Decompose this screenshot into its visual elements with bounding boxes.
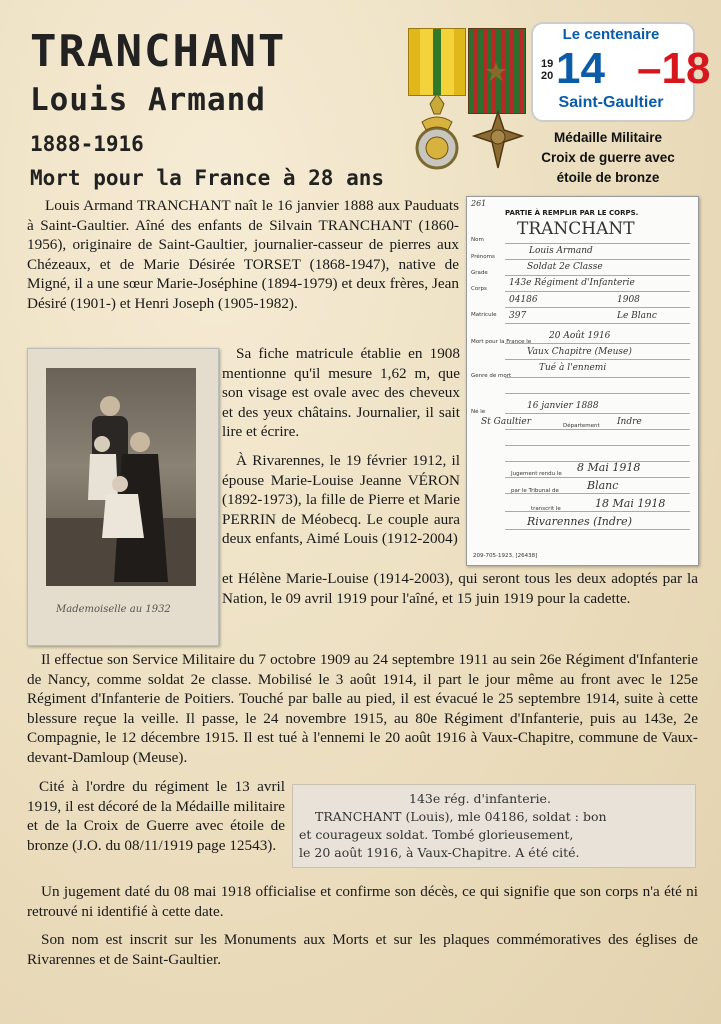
record-header: PARTIE À REMPLIR PAR LE CORPS. bbox=[505, 209, 639, 217]
medals-caption: Médaille Militaire Croix de guerre avec étoile de bronze bbox=[541, 130, 675, 185]
record-number: 261 bbox=[471, 199, 487, 208]
paragraph-marriage: À Rivarennes, le 19 février 1912, il épouse Marie-Louise Jeanne VÉRON (1892-1973), la fille de Pierre et Marie PERRIN de Méobecq. Le couple aura deux enfants, Aimé Louis (1912-2004) bbox=[222, 452, 460, 548]
military-record-card: 261 PARTIE À REMPLIR PAR LE CORPS. Nom TRANCHANT Prénoms Louis Armand Grade Soldat 2e Classe Corps 143e Régiment d'Infanterie Matricule 04186 1908 397 Le Blanc Mort pour la France le 20 Août 1916 Vaux Chapitre (Meuse) Genre de mort Tué à l'ennemi Né le 16 janvier 1888 St Gaultier Département Indre Jugement rendu le 8 Mai 1918 par le Tribunal de Blanc transcrit le 18 Mai 1918 Rivarennes (Indre) 209-705-1923. [26438] bbox=[466, 196, 699, 566]
page-title: TRANCHANT bbox=[30, 26, 287, 77]
death-note: Mort pour la France à 28 ans bbox=[30, 166, 385, 190]
croix-de-guerre-icon bbox=[470, 110, 526, 170]
logo-title: Le centenaire bbox=[562, 26, 660, 43]
logo-number-18: –18 bbox=[637, 44, 711, 93]
medaille-militaire-icon bbox=[414, 92, 460, 174]
paragraph-description: Sa fiche matricule établie en 1908 mentionne qu'il mesure 1,62 m, que son visage est ovale avec des cheveux et des yeux châtains. Journalier, il sait lire et écrire. bbox=[222, 345, 460, 441]
paragraph-citation: Cité à l'ordre du régiment le 13 avril 1919, il est décoré de la Médaille militaire et de la Croix de Guerre avec étoile de bronze (J.O. du 08/11/1919 page 12543). bbox=[27, 778, 285, 854]
paragraph-memorials: Son nom est inscrit sur les Monuments aux Morts et sur les plaques commémoratives des églises de Rivarennes et de Saint-Gaultier. bbox=[27, 931, 698, 968]
paragraph-children: et Hélène Marie-Louise (1914-2003), qui seront tous les deux adoptés par la Nation, le 09 avril 1919 pour l'aîné, et 15 juin 1919 pour la cadette. bbox=[222, 570, 698, 607]
logo-number-14: 14 bbox=[556, 44, 605, 93]
bronze-star-icon bbox=[484, 60, 508, 84]
medaille-militaire-ribbon bbox=[408, 28, 466, 96]
first-names: Louis Armand bbox=[30, 82, 266, 118]
family-portrait-figures bbox=[46, 368, 196, 586]
paragraph-judgement: Un jugement daté du 08 mai 1918 officialise et confirme son décès, ce qui signifie que son corps n'a été ni retrouvé ni identifié à cette date. bbox=[27, 883, 698, 920]
logo-city: Saint-Gaultier bbox=[558, 94, 664, 111]
record-name: TRANCHANT bbox=[517, 219, 635, 239]
life-dates: 1888-1916 bbox=[30, 132, 144, 156]
photo-caption: Mademoiselle au 1932 bbox=[56, 604, 171, 615]
logo-years: 19 20 bbox=[541, 58, 554, 82]
citation-clipping: 143e rég. d'infanterie. TRANCHANT (Louis), mle 04186, soldat : bon et courageux soldat. Tombé glorieusement, le 20 août 1916, à Vaux-Chapitre. A été cité. bbox=[292, 784, 696, 868]
paragraph-military-service: Il effectue son Service Militaire du 7 octobre 1909 au 24 septembre 1911 au sein 26e Régiment d'Infanterie de Nancy, comme soldat 2e classe. Mobilisé le 3 août 1914, il part le jour même au front avec le 125e Régiment d'Infanterie de Poitiers. Touché par balle au pied, il est évacué le 25 septembre 1914, suite à cette blessure reçue la veille. Il passe, le 24 novembre 1915, au 80e Régiment d'Infanterie, puis au 143e, 2e Compagnie, le 12 décembre 1915. Il est tué à l'ennemi le 20 août 1916 à Vaux-Chapitre, commune de Vaux-devant-Damloup (Meuse). bbox=[27, 651, 698, 766]
paragraph-birth: Louis Armand TRANCHANT naît le 16 janvier 1888 aux Pauduats à Saint-Gaultier. Aîné des enfants de Silvain TRANCHANT (1860-1956), originaire de Saint-Gaultier, journalier-casseur de pierres aux Chézeaux, et de Marie Désirée TORSET (1868-1947), native de Migné, il a une sœur Marie-Joséphine (1894-1979) et deux frères, Jean Désiré (1901-) et Henri Joseph (1905-1982). bbox=[27, 197, 459, 312]
